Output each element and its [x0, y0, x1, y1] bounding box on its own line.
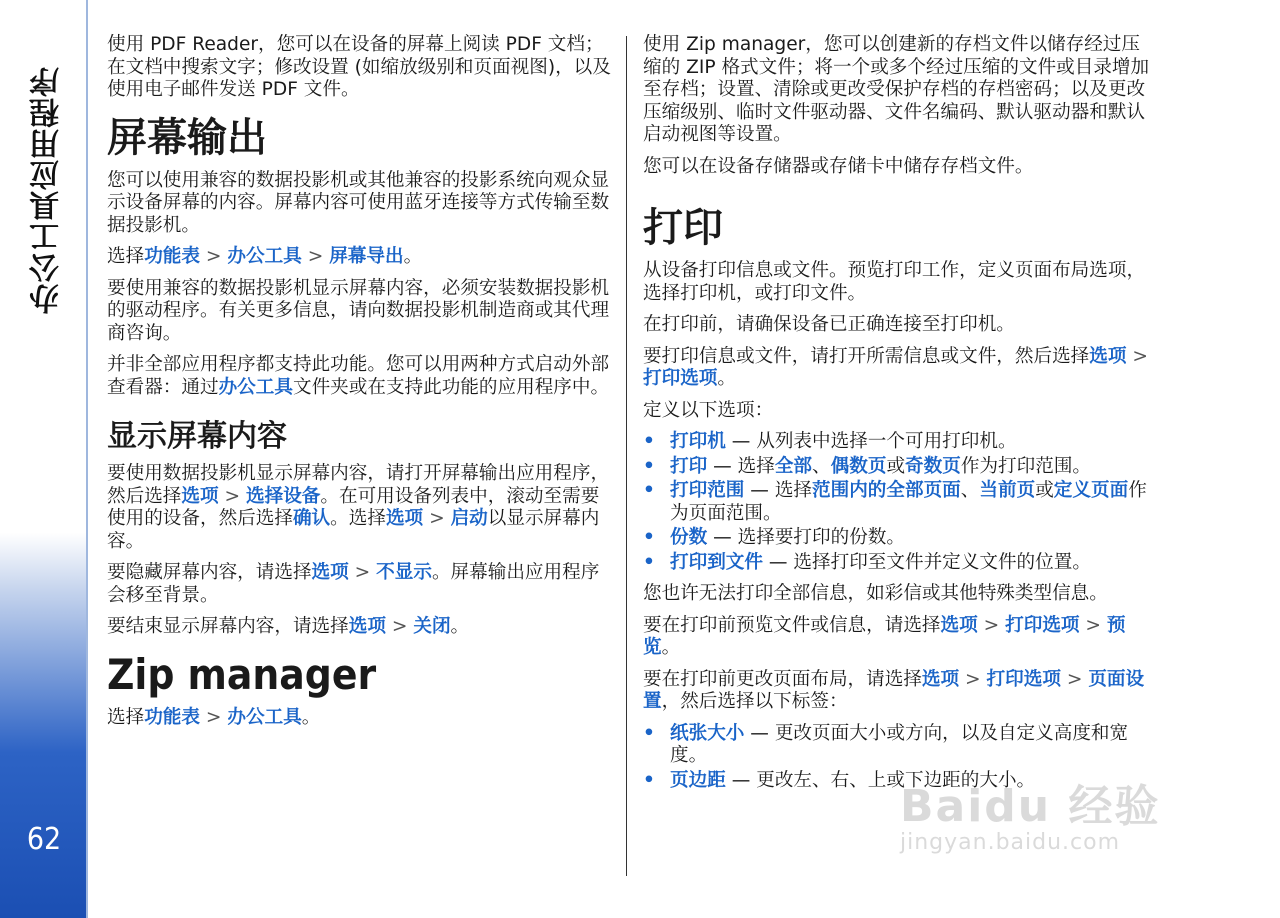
printer-link[interactable]: 打印机: [670, 431, 726, 452]
text: 。: [661, 637, 681, 658]
text: 文件夹或在支持此功能的应用程序中。: [292, 376, 610, 398]
print-options-list: [643, 431, 1158, 574]
preview-link[interactable]: 预览: [643, 614, 1126, 658]
page-setup-tabs-list: [643, 723, 1158, 793]
office-tools-link[interactable]: 办公工具: [218, 376, 293, 398]
pdf-reader-paragraph: 使用 PDF Reader，您可以在设备的屏幕上阅读 PDF 文档；在文档中搜索文字；修改设置 (如缩放级别和页面视图)，以及使用电子邮件发送 PDF 文件。: [107, 34, 611, 100]
path-separator: >: [1126, 345, 1148, 367]
page-setup-link[interactable]: 页面设置: [643, 668, 1145, 712]
margins-link[interactable]: 页边距: [670, 769, 726, 791]
print-range-link[interactable]: 打印范围: [670, 480, 745, 501]
driver-paragraph: 要使用兼容的数据投影机显示屏幕内容，必须安装数据投影机的驱动程序。有关更多信息，请向数据投影机制造商或其代理商咨询。: [107, 277, 610, 344]
office-tools-link[interactable]: 办公工具: [227, 246, 302, 267]
sidebar-edge: [86, 0, 88, 918]
text: 。选择: [330, 508, 386, 529]
print-define: 定义以下选项：: [643, 399, 774, 421]
select-device-link[interactable]: 选择设备: [246, 485, 321, 507]
office-tools-link[interactable]: 办公工具: [227, 706, 302, 728]
print-options-link[interactable]: 打印选项: [986, 668, 1061, 690]
all-link[interactable]: 全部: [774, 455, 813, 477]
text: 、: [812, 455, 831, 477]
dash: —: [725, 769, 757, 791]
text: 选择: [774, 480, 813, 501]
options-link[interactable]: 选项: [385, 508, 424, 529]
dash: —: [762, 551, 794, 573]
menu-link[interactable]: 功能表: [144, 706, 200, 728]
path-separator: >: [977, 614, 1006, 636]
path-separator: >: [423, 508, 451, 529]
list-item: [643, 552, 1158, 575]
end-screen-paragraph: [107, 616, 611, 639]
text: 要在打印前更改页面布局，请选择: [643, 668, 922, 690]
section-title: 办公工具应用程序: [30, 66, 65, 314]
path-separator: >: [1079, 614, 1107, 636]
text: 选择: [737, 455, 775, 477]
options-link[interactable]: 选项: [921, 668, 960, 690]
text: 。屏幕输出应用程序会移至背景。: [107, 562, 600, 606]
text: 。: [301, 706, 321, 728]
text: 更改左、右、上或下边距的大小。: [756, 769, 1036, 791]
copies-link[interactable]: 份数: [670, 527, 708, 548]
screen-export-link[interactable]: 屏幕导出: [329, 246, 404, 267]
hide-link[interactable]: 不显示: [376, 562, 432, 583]
text: 要结束显示屏幕内容，请选择: [107, 616, 349, 637]
viewer-paragraph: [107, 354, 611, 399]
menu-link[interactable]: 功能表: [144, 246, 200, 267]
confirm-link[interactable]: 确认: [292, 508, 331, 529]
text: 以显示屏幕内容。: [107, 508, 600, 552]
text: 选择: [107, 706, 145, 728]
print-link[interactable]: 打印: [670, 455, 708, 477]
options-link[interactable]: 选项: [940, 614, 978, 636]
path-separator: >: [1060, 668, 1089, 690]
text: 并非全部应用程序都支持此功能。您可以用两种方式启动外部查看器：通过: [107, 354, 610, 398]
zip-description: 使用 Zip manager，您可以创建新的存档文件以储存经过压缩的 ZIP 格式文件；将一个或多个经过压缩的文件或目录增加至存档；设置、清除或更改受保护存档的存档密码；以及更改压缩级别、临时文件驱动器、文件名编码、默认驱动器和默认启动视图等设置。: [643, 34, 1150, 145]
path-separator: >: [385, 616, 414, 637]
print-open: [643, 346, 1158, 391]
list-item: [643, 770, 1158, 793]
define-pages-link[interactable]: 定义页面: [1053, 480, 1129, 501]
watermark-logo-text: Baidu 经验: [900, 781, 1161, 832]
sidebar: [0, 0, 88, 918]
list-item: [643, 527, 1158, 550]
odd-pages-link[interactable]: 奇数页: [905, 455, 961, 477]
text: 。: [450, 616, 470, 637]
paper-size-link[interactable]: 纸张大小: [670, 722, 745, 744]
column-divider: [626, 36, 627, 876]
screen-export-path: [107, 246, 611, 269]
screen-export-heading: 屏幕输出: [107, 114, 267, 161]
text: 要在打印前预览文件或信息，请选择: [643, 614, 941, 636]
print-to-file-link[interactable]: 打印到文件: [670, 551, 763, 573]
path-separator: >: [959, 668, 987, 690]
text: 选择: [107, 246, 145, 267]
zip-path: [107, 707, 611, 730]
show-screen-paragraph: [107, 463, 611, 553]
zip-manager-heading: Zip manager: [107, 649, 377, 699]
print-preview-paragraph: [643, 615, 1158, 660]
bullet: •: [643, 527, 655, 548]
list-item: [643, 456, 1158, 479]
options-link[interactable]: 选项: [1089, 345, 1127, 367]
text: 选择要打印的份数。: [737, 527, 905, 548]
even-pages-link[interactable]: 偶数页: [830, 455, 887, 477]
text: 选择打印至文件并定义文件的位置。: [793, 551, 1091, 573]
options-link[interactable]: 选项: [181, 485, 219, 507]
text: 从列表中选择一个可用打印机。: [756, 431, 1017, 452]
bullet: •: [643, 769, 655, 791]
print-connect: 在打印前，请确保设备已正确连接至打印机。: [643, 314, 1015, 335]
text: 或: [886, 455, 906, 477]
dash: —: [744, 480, 775, 501]
text: 。: [717, 368, 736, 389]
bullet: •: [643, 480, 655, 501]
list-item: [643, 480, 1158, 525]
print-limit-paragraph: 您也许无法打印全部信息，如彩信或其他特殊类型信息。: [643, 583, 1108, 604]
options-link[interactable]: 选项: [348, 616, 386, 637]
bullet: •: [643, 431, 655, 452]
options-link[interactable]: 选项: [311, 562, 349, 583]
text: 或: [1035, 480, 1054, 501]
text: 要隐藏屏幕内容，请选择: [107, 562, 312, 583]
text: 作为页面范围。: [670, 480, 1147, 524]
hide-screen-paragraph: [107, 562, 611, 607]
print-heading: 打印: [643, 205, 723, 251]
zip-storage: 您可以在设备存储器或存储卡中储存存档文件。: [643, 155, 1034, 177]
start-link[interactable]: 启动: [450, 508, 488, 529]
text: 更改页面大小或方向，以及自定义高度和宽度。: [670, 722, 1129, 766]
bullet: •: [643, 551, 655, 573]
list-item: [643, 431, 1158, 454]
bullet: •: [643, 455, 655, 477]
left-column: [107, 34, 611, 738]
print-options-link[interactable]: 打印选项: [1005, 614, 1080, 636]
text: 要使用数据投影机显示屏幕内容，请打开屏幕输出应用程序，然后选择: [107, 463, 610, 507]
text: 要打印信息或文件，请打开所需信息或文件，然后选择: [643, 345, 1090, 367]
print-options-link[interactable]: 打印选项: [643, 368, 718, 389]
list-item: [643, 723, 1158, 768]
text: 。在可用设备列表中，滚动至需要使用的设备，然后选择: [107, 485, 600, 529]
all-pages-in-range-link[interactable]: 范围内的全部页面: [812, 480, 961, 501]
dash: —: [744, 722, 775, 744]
text: 、: [960, 480, 980, 501]
watermark-url: jingyan.baidu.com: [900, 830, 1121, 855]
dash: —: [725, 431, 757, 452]
dash: —: [707, 455, 738, 477]
page-layout-paragraph: [643, 669, 1158, 714]
path-separator: >: [200, 706, 228, 728]
current-page-link[interactable]: 当前页: [979, 480, 1036, 501]
path-separator: >: [218, 485, 246, 507]
right-column: [643, 34, 1158, 801]
path-separator: >: [200, 246, 228, 267]
path-separator: >: [301, 246, 330, 267]
path-separator: >: [348, 562, 377, 583]
show-screen-heading: 显示屏幕内容: [107, 419, 287, 454]
dash: —: [707, 527, 738, 548]
text: 作为打印范围。: [960, 455, 1092, 477]
page-number: 62: [26, 822, 62, 857]
text: 。: [403, 246, 423, 267]
print-intro: 从设备打印信息或文件。预览打印工作，定义页面布局选项，选择打印机，或打印文件。: [643, 260, 1146, 304]
text: ，然后选择以下标签：: [661, 691, 848, 712]
close-link[interactable]: 关闭: [413, 616, 451, 637]
bullet: •: [643, 722, 655, 744]
screen-export-intro: 您可以使用兼容的数据投影机或其他兼容的投影系统向观众显示设备屏幕的内容。屏幕内容可使用蓝牙连接等方式传输至数据投影机。: [107, 169, 610, 236]
